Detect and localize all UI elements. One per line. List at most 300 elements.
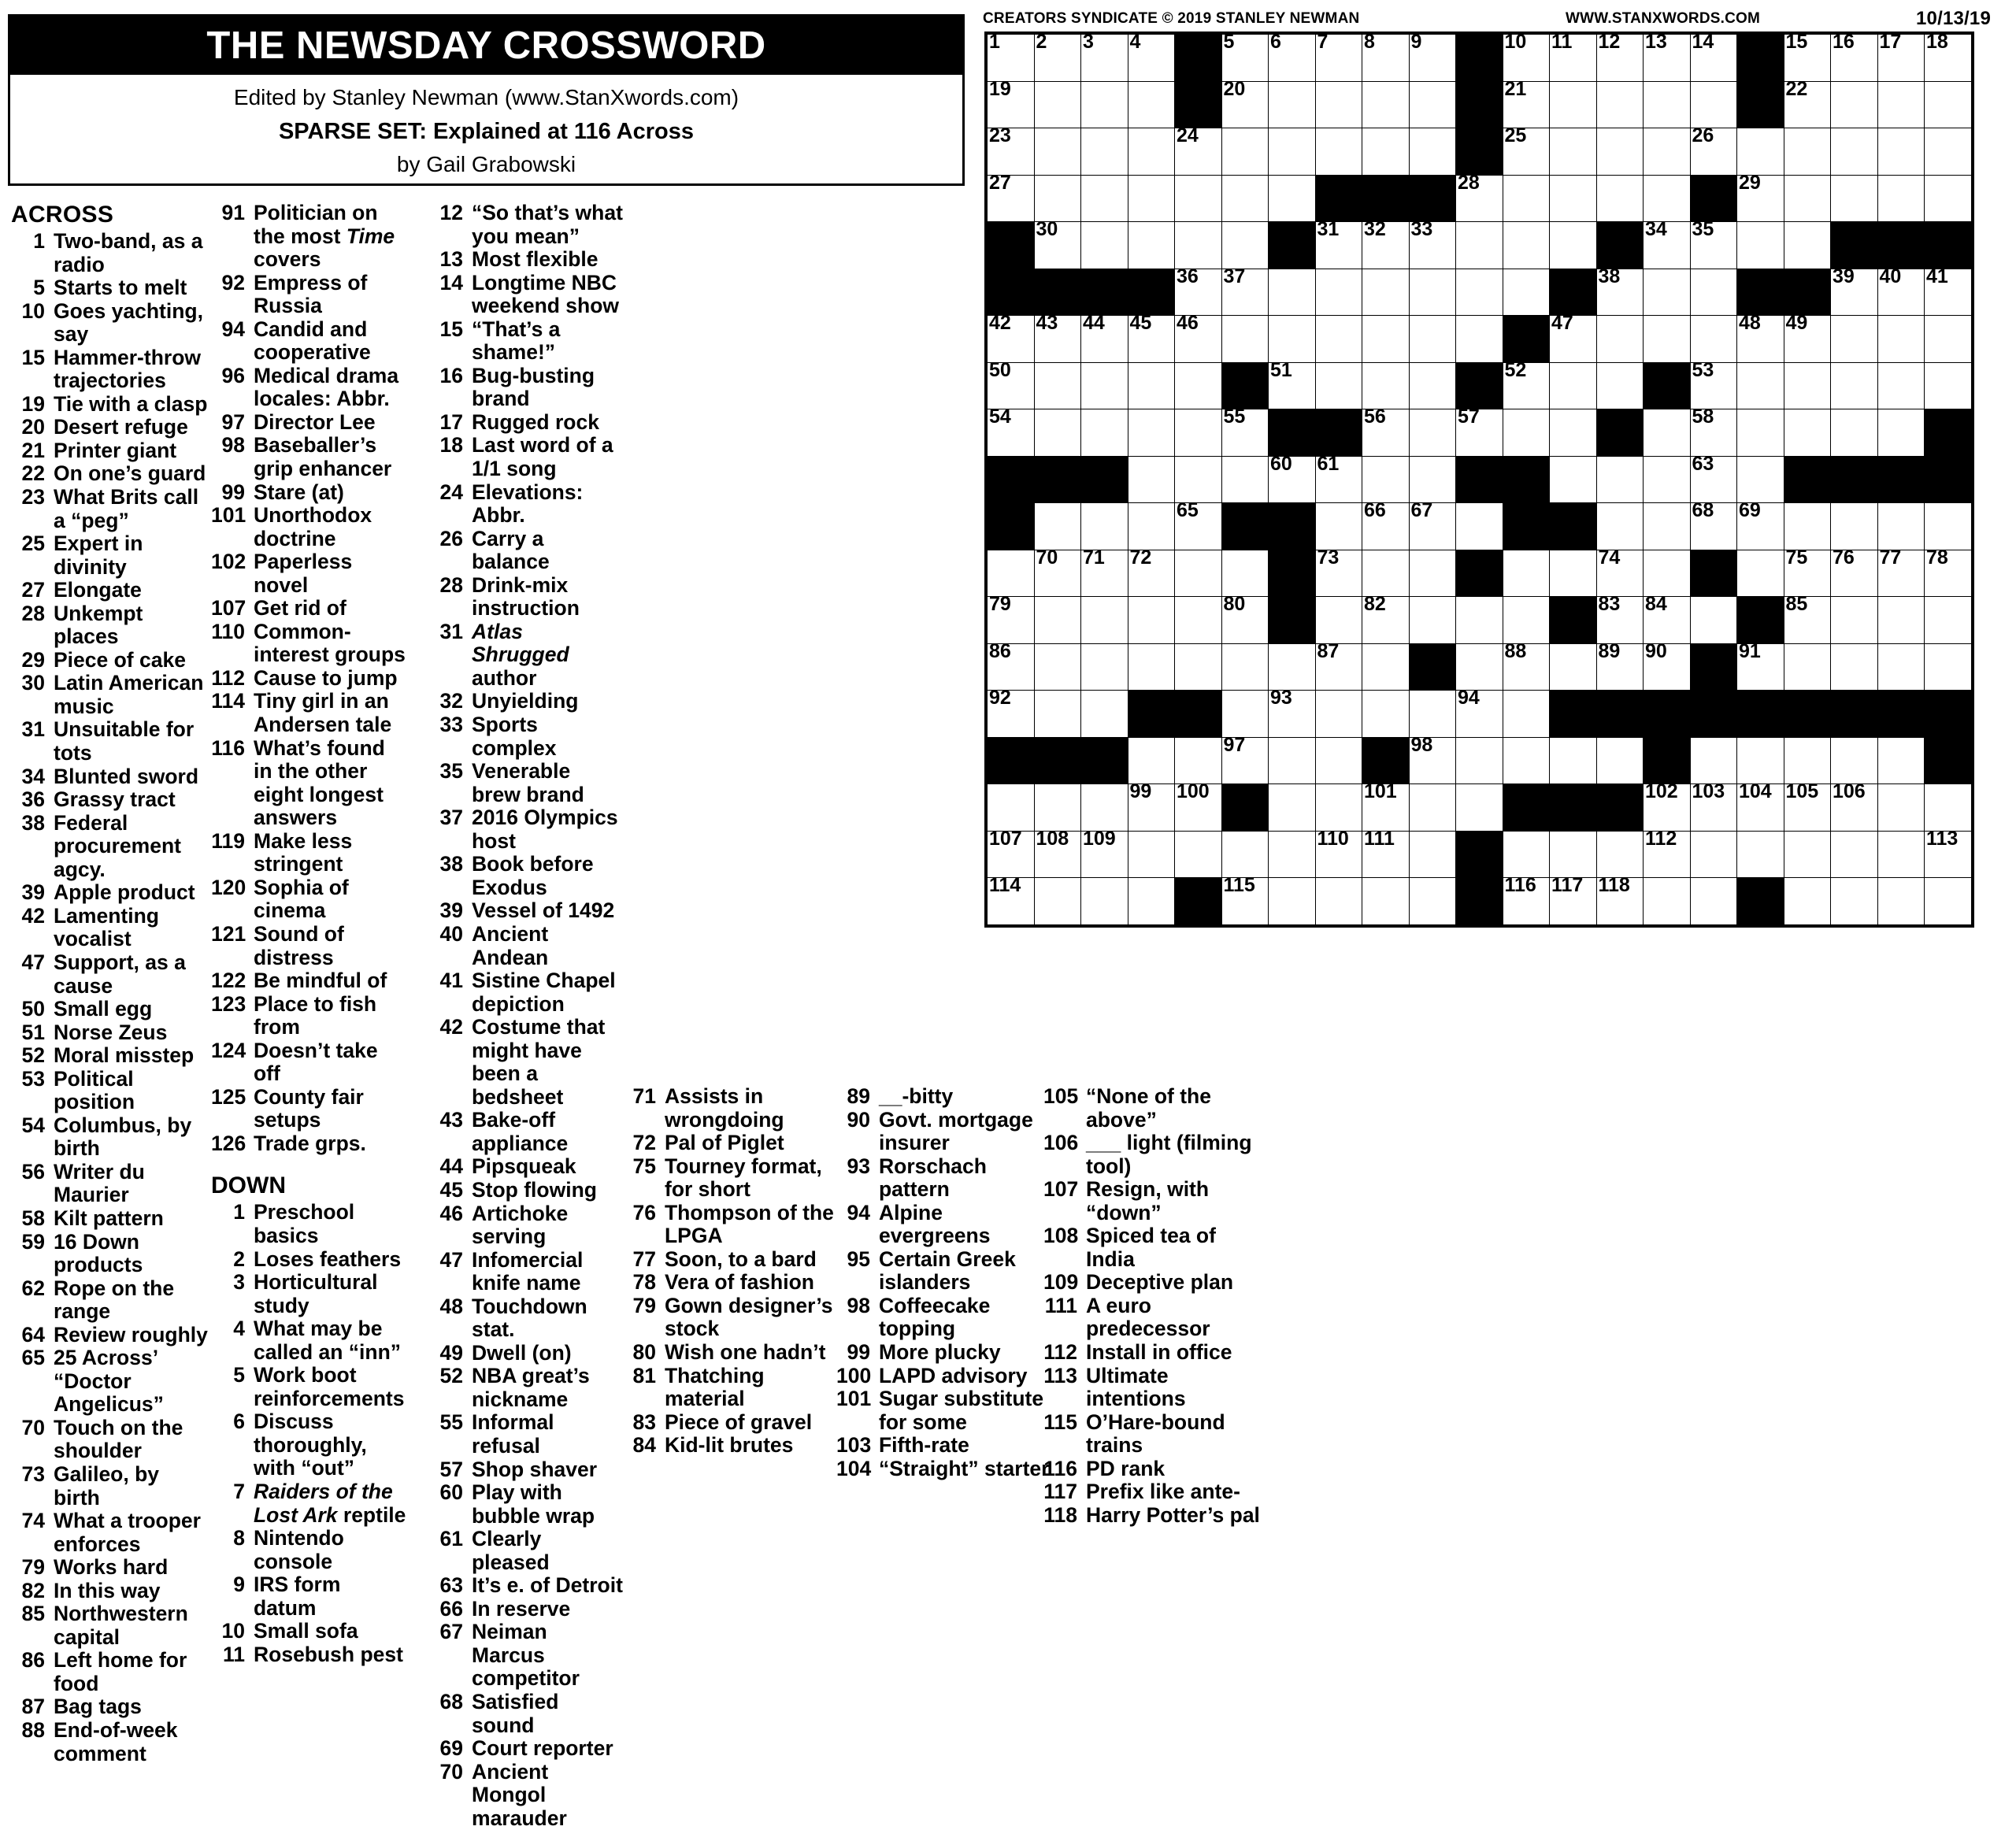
grid-cell[interactable] bbox=[1128, 643, 1175, 691]
grid-cell[interactable] bbox=[1081, 503, 1128, 550]
grid-cell[interactable] bbox=[1503, 124, 1550, 176]
crossword-grid[interactable] bbox=[984, 31, 1974, 928]
grid-cell[interactable] bbox=[1550, 222, 1597, 269]
clue-item[interactable] bbox=[622, 1295, 836, 1341]
grid-cell[interactable] bbox=[1221, 691, 1269, 738]
grid-cell[interactable] bbox=[1362, 218, 1410, 269]
grid-cell[interactable] bbox=[1596, 128, 1644, 176]
grid-cell[interactable] bbox=[1175, 456, 1222, 503]
clue-item[interactable] bbox=[211, 1573, 408, 1620]
grid-cell[interactable] bbox=[1737, 831, 1784, 878]
clue-item[interactable] bbox=[211, 1271, 408, 1317]
grid-cell[interactable] bbox=[1362, 780, 1410, 832]
grid-cell[interactable] bbox=[1877, 128, 1925, 176]
grid-cell[interactable] bbox=[1221, 31, 1269, 82]
clue-item[interactable] bbox=[211, 1620, 408, 1643]
grid-cell[interactable] bbox=[1409, 128, 1456, 176]
grid-cell[interactable] bbox=[1221, 77, 1269, 128]
grid-cell[interactable] bbox=[1831, 265, 1878, 316]
grid-cell[interactable] bbox=[988, 827, 1035, 878]
clue-item[interactable] bbox=[836, 1295, 1051, 1341]
grid-cell[interactable] bbox=[1644, 639, 1691, 691]
grid-cell[interactable] bbox=[1831, 503, 1878, 550]
grid-cell[interactable] bbox=[1175, 780, 1222, 832]
grid-cell[interactable] bbox=[1690, 780, 1737, 832]
grid-cell[interactable] bbox=[1877, 175, 1925, 222]
grid-cell[interactable] bbox=[988, 784, 1035, 832]
grid-cell[interactable] bbox=[1831, 643, 1878, 691]
clue-item[interactable] bbox=[429, 1598, 624, 1621]
grid-cell[interactable] bbox=[1503, 77, 1550, 128]
grid-cell[interactable] bbox=[1503, 639, 1550, 691]
grid-cell[interactable] bbox=[1690, 406, 1737, 457]
grid-cell[interactable] bbox=[1550, 128, 1597, 176]
grid-cell[interactable] bbox=[1315, 691, 1362, 738]
grid-cell[interactable] bbox=[1269, 643, 1316, 691]
grid-cell[interactable] bbox=[1877, 597, 1925, 644]
clue-item[interactable] bbox=[429, 1202, 624, 1249]
grid-cell[interactable] bbox=[1877, 643, 1925, 691]
clue-item[interactable] bbox=[429, 1691, 624, 1737]
clue-item[interactable] bbox=[11, 1324, 208, 1347]
clue-item[interactable] bbox=[211, 504, 408, 550]
grid-cell[interactable] bbox=[1737, 171, 1784, 222]
grid-cell[interactable] bbox=[1221, 733, 1269, 784]
clue-item[interactable] bbox=[622, 1271, 836, 1295]
grid-cell[interactable] bbox=[1175, 222, 1222, 269]
grid-cell[interactable] bbox=[1503, 175, 1550, 222]
grid-cell[interactable] bbox=[1503, 737, 1550, 784]
grid-cell[interactable] bbox=[1128, 780, 1175, 832]
grid-cell[interactable] bbox=[1550, 362, 1597, 409]
clue-item[interactable] bbox=[429, 1621, 624, 1691]
grid-cell[interactable] bbox=[1362, 593, 1410, 644]
grid-cell[interactable] bbox=[1034, 31, 1081, 82]
grid-cell[interactable] bbox=[1503, 31, 1550, 82]
grid-cell[interactable] bbox=[1925, 31, 1972, 82]
clue-item[interactable] bbox=[429, 969, 624, 1016]
grid-cell[interactable] bbox=[1034, 81, 1081, 128]
grid-cell[interactable] bbox=[1784, 503, 1831, 550]
grid-cell[interactable] bbox=[1831, 362, 1878, 409]
grid-cell[interactable] bbox=[1128, 409, 1175, 457]
grid-cell[interactable] bbox=[1128, 362, 1175, 409]
grid-cell[interactable] bbox=[1644, 827, 1691, 878]
clue-item[interactable] bbox=[11, 579, 208, 602]
clue-item[interactable] bbox=[211, 667, 408, 691]
grid-cell[interactable] bbox=[1596, 593, 1644, 644]
clue-item[interactable] bbox=[11, 439, 208, 463]
clue-item[interactable] bbox=[211, 830, 408, 876]
clue-item[interactable] bbox=[11, 1021, 208, 1045]
grid-cell[interactable] bbox=[1175, 597, 1222, 644]
grid-cell[interactable] bbox=[1596, 265, 1644, 316]
grid-cell[interactable] bbox=[1221, 128, 1269, 176]
grid-cell[interactable] bbox=[1784, 643, 1831, 691]
grid-cell[interactable] bbox=[1409, 218, 1456, 269]
clue-item[interactable] bbox=[1043, 1365, 1262, 1411]
clue-item[interactable] bbox=[622, 1202, 836, 1248]
clue-item[interactable] bbox=[429, 620, 624, 691]
grid-cell[interactable] bbox=[1644, 31, 1691, 82]
clue-item[interactable] bbox=[11, 1347, 208, 1417]
grid-cell[interactable] bbox=[1877, 81, 1925, 128]
grid-cell[interactable] bbox=[1175, 643, 1222, 691]
clue-item[interactable] bbox=[211, 737, 408, 830]
grid-cell[interactable] bbox=[1315, 737, 1362, 784]
clue-item[interactable] bbox=[211, 969, 408, 993]
grid-cell[interactable] bbox=[1315, 452, 1362, 503]
grid-cell[interactable] bbox=[1128, 128, 1175, 176]
grid-cell[interactable] bbox=[1690, 831, 1737, 878]
grid-cell[interactable] bbox=[1409, 499, 1456, 550]
grid-cell[interactable] bbox=[1784, 128, 1831, 176]
grid-cell[interactable] bbox=[1596, 81, 1644, 128]
grid-cell[interactable] bbox=[1034, 827, 1081, 878]
clue-item[interactable] bbox=[211, 876, 408, 923]
clue-item[interactable] bbox=[211, 318, 408, 365]
grid-cell[interactable] bbox=[1315, 362, 1362, 409]
clue-item[interactable] bbox=[429, 713, 624, 760]
clue-item[interactable] bbox=[11, 393, 208, 417]
clue-item[interactable] bbox=[11, 1277, 208, 1324]
grid-cell[interactable] bbox=[1644, 409, 1691, 457]
clue-item[interactable] bbox=[836, 1085, 1051, 1109]
grid-cell[interactable] bbox=[1596, 31, 1644, 82]
clue-item[interactable] bbox=[836, 1109, 1051, 1155]
grid-cell[interactable] bbox=[988, 593, 1035, 644]
grid-cell[interactable] bbox=[1690, 878, 1737, 925]
grid-cell[interactable] bbox=[1784, 175, 1831, 222]
clue-item[interactable] bbox=[622, 1248, 836, 1272]
grid-cell[interactable] bbox=[1128, 546, 1175, 597]
clue-item[interactable] bbox=[429, 1109, 624, 1155]
grid-cell[interactable] bbox=[1362, 316, 1410, 363]
grid-cell[interactable] bbox=[1456, 597, 1503, 644]
grid-cell[interactable] bbox=[1034, 503, 1081, 550]
clue-item[interactable] bbox=[211, 365, 408, 411]
grid-cell[interactable] bbox=[1644, 316, 1691, 363]
grid-cell[interactable] bbox=[1550, 31, 1597, 82]
grid-cell[interactable] bbox=[1644, 175, 1691, 222]
grid-cell[interactable] bbox=[1175, 265, 1222, 316]
grid-cell[interactable] bbox=[1315, 269, 1362, 316]
clue-item[interactable] bbox=[836, 1458, 1051, 1481]
clue-item[interactable] bbox=[429, 1761, 624, 1830]
grid-cell[interactable] bbox=[1221, 406, 1269, 457]
grid-cell[interactable] bbox=[1269, 269, 1316, 316]
grid-cell[interactable] bbox=[1690, 81, 1737, 128]
grid-cell[interactable] bbox=[1596, 737, 1644, 784]
grid-cell[interactable] bbox=[1456, 503, 1503, 550]
grid-cell[interactable] bbox=[1690, 597, 1737, 644]
clue-item[interactable] bbox=[429, 1016, 624, 1109]
grid-cell[interactable] bbox=[1081, 546, 1128, 597]
grid-cell[interactable] bbox=[1315, 31, 1362, 82]
grid-cell[interactable] bbox=[1034, 128, 1081, 176]
clue-item[interactable] bbox=[1043, 1341, 1262, 1365]
grid-cell[interactable] bbox=[1925, 316, 1972, 363]
grid-cell[interactable] bbox=[1784, 222, 1831, 269]
clue-item[interactable] bbox=[211, 1410, 408, 1480]
grid-cell[interactable] bbox=[1831, 409, 1878, 457]
clue-item[interactable] bbox=[429, 760, 624, 806]
clue-item[interactable] bbox=[11, 998, 208, 1021]
clue-item[interactable] bbox=[429, 1342, 624, 1365]
clue-item[interactable] bbox=[211, 1527, 408, 1573]
clue-item[interactable] bbox=[11, 1580, 208, 1603]
grid-cell[interactable] bbox=[1925, 81, 1972, 128]
grid-cell[interactable] bbox=[1081, 362, 1128, 409]
grid-cell[interactable] bbox=[1784, 878, 1831, 925]
grid-cell[interactable] bbox=[988, 874, 1035, 925]
grid-cell[interactable] bbox=[1503, 597, 1550, 644]
grid-cell[interactable] bbox=[1644, 550, 1691, 597]
clue-item[interactable] bbox=[429, 248, 624, 272]
grid-cell[interactable] bbox=[1550, 81, 1597, 128]
grid-cell[interactable] bbox=[1784, 737, 1831, 784]
grid-cell[interactable] bbox=[1034, 643, 1081, 691]
grid-cell[interactable] bbox=[1221, 265, 1269, 316]
clue-item[interactable] bbox=[11, 532, 208, 579]
grid-cell[interactable] bbox=[1409, 362, 1456, 409]
grid-cell[interactable] bbox=[1362, 362, 1410, 409]
grid-cell[interactable] bbox=[1081, 312, 1128, 363]
grid-cell[interactable] bbox=[1737, 456, 1784, 503]
grid-cell[interactable] bbox=[1737, 639, 1784, 691]
grid-cell[interactable] bbox=[1409, 733, 1456, 784]
clue-item[interactable] bbox=[429, 574, 624, 620]
grid-cell[interactable] bbox=[1644, 780, 1691, 832]
clue-item[interactable] bbox=[211, 690, 408, 736]
grid-cell[interactable] bbox=[1081, 409, 1128, 457]
grid-cell[interactable] bbox=[1128, 737, 1175, 784]
clue-item[interactable] bbox=[1043, 1271, 1262, 1295]
clue-item[interactable] bbox=[211, 1039, 408, 1086]
grid-cell[interactable] bbox=[1128, 456, 1175, 503]
clue-item[interactable] bbox=[836, 1365, 1051, 1388]
grid-cell[interactable] bbox=[1831, 175, 1878, 222]
grid-cell[interactable] bbox=[1221, 222, 1269, 269]
clue-item[interactable] bbox=[11, 1649, 208, 1695]
grid-cell[interactable] bbox=[1409, 878, 1456, 925]
clue-item[interactable] bbox=[429, 853, 624, 899]
grid-cell[interactable] bbox=[1315, 316, 1362, 363]
grid-cell[interactable] bbox=[1034, 878, 1081, 925]
clue-item[interactable] bbox=[429, 272, 624, 318]
clue-item[interactable] bbox=[429, 411, 624, 435]
grid-cell[interactable] bbox=[1456, 687, 1503, 738]
grid-cell[interactable] bbox=[1034, 175, 1081, 222]
grid-cell[interactable] bbox=[1596, 503, 1644, 550]
grid-cell[interactable] bbox=[1269, 81, 1316, 128]
grid-cell[interactable] bbox=[1362, 31, 1410, 82]
grid-cell[interactable] bbox=[1925, 128, 1972, 176]
grid-cell[interactable] bbox=[1644, 81, 1691, 128]
clue-item[interactable] bbox=[429, 899, 624, 923]
grid-cell[interactable] bbox=[1269, 831, 1316, 878]
grid-cell[interactable] bbox=[1315, 128, 1362, 176]
grid-cell[interactable] bbox=[1081, 175, 1128, 222]
clue-item[interactable] bbox=[429, 1458, 624, 1482]
grid-cell[interactable] bbox=[1644, 218, 1691, 269]
grid-cell[interactable] bbox=[1503, 831, 1550, 878]
crossword-grid-table[interactable] bbox=[987, 31, 1972, 925]
clue-item[interactable] bbox=[11, 1207, 208, 1231]
grid-cell[interactable] bbox=[1831, 316, 1878, 363]
clue-item[interactable] bbox=[211, 1480, 408, 1527]
grid-cell[interactable] bbox=[1877, 831, 1925, 878]
grid-cell[interactable] bbox=[1503, 550, 1550, 597]
grid-cell[interactable] bbox=[1081, 784, 1128, 832]
clue-item[interactable] bbox=[1043, 1085, 1262, 1132]
grid-cell[interactable] bbox=[1503, 691, 1550, 738]
grid-cell[interactable] bbox=[1409, 691, 1456, 738]
grid-cell[interactable] bbox=[1269, 737, 1316, 784]
grid-cell[interactable] bbox=[1081, 128, 1128, 176]
clue-item[interactable] bbox=[11, 486, 208, 532]
clue-item[interactable] bbox=[836, 1387, 1051, 1434]
grid-cell[interactable] bbox=[1831, 31, 1878, 82]
grid-cell[interactable] bbox=[1221, 456, 1269, 503]
grid-cell[interactable] bbox=[1128, 503, 1175, 550]
grid-cell[interactable] bbox=[1362, 499, 1410, 550]
grid-cell[interactable] bbox=[1034, 409, 1081, 457]
grid-cell[interactable] bbox=[1503, 409, 1550, 457]
grid-cell[interactable] bbox=[1456, 316, 1503, 363]
grid-cell[interactable] bbox=[1644, 878, 1691, 925]
grid-cell[interactable] bbox=[1409, 269, 1456, 316]
grid-cell[interactable] bbox=[1784, 409, 1831, 457]
clue-item[interactable] bbox=[11, 1114, 208, 1161]
grid-cell[interactable] bbox=[1925, 878, 1972, 925]
grid-cell[interactable] bbox=[1596, 362, 1644, 409]
grid-cell[interactable] bbox=[1221, 550, 1269, 597]
clue-item[interactable] bbox=[1043, 1411, 1262, 1458]
grid-cell[interactable] bbox=[1737, 362, 1784, 409]
grid-cell[interactable] bbox=[1784, 831, 1831, 878]
grid-cell[interactable] bbox=[1925, 265, 1972, 316]
grid-cell[interactable] bbox=[1456, 269, 1503, 316]
grid-cell[interactable] bbox=[1081, 222, 1128, 269]
grid-cell[interactable] bbox=[1362, 128, 1410, 176]
clue-item[interactable] bbox=[211, 202, 408, 272]
grid-cell[interactable] bbox=[1128, 878, 1175, 925]
grid-cell[interactable] bbox=[1925, 643, 1972, 691]
clue-item[interactable] bbox=[622, 1434, 836, 1458]
grid-cell[interactable] bbox=[1315, 503, 1362, 550]
clue-item[interactable] bbox=[211, 1364, 408, 1410]
grid-cell[interactable] bbox=[1737, 499, 1784, 550]
grid-cell[interactable] bbox=[1128, 222, 1175, 269]
grid-cell[interactable] bbox=[1550, 643, 1597, 691]
grid-cell[interactable] bbox=[1081, 827, 1128, 878]
clue-item[interactable] bbox=[11, 346, 208, 393]
grid-cell[interactable] bbox=[1034, 312, 1081, 363]
clue-item[interactable] bbox=[11, 718, 208, 765]
grid-cell[interactable] bbox=[1925, 827, 1972, 878]
grid-cell[interactable] bbox=[1269, 452, 1316, 503]
grid-cell[interactable] bbox=[1690, 218, 1737, 269]
grid-cell[interactable] bbox=[988, 171, 1035, 222]
grid-cell[interactable] bbox=[988, 312, 1035, 363]
clue-item[interactable] bbox=[11, 905, 208, 951]
grid-cell[interactable] bbox=[1737, 737, 1784, 784]
grid-cell[interactable] bbox=[1269, 175, 1316, 222]
grid-cell[interactable] bbox=[1456, 737, 1503, 784]
grid-cell[interactable] bbox=[1034, 362, 1081, 409]
grid-cell[interactable] bbox=[1456, 222, 1503, 269]
grid-cell[interactable] bbox=[1362, 691, 1410, 738]
clue-item[interactable] bbox=[429, 1481, 624, 1528]
grid-cell[interactable] bbox=[988, 358, 1035, 409]
clue-item[interactable] bbox=[211, 1317, 408, 1364]
grid-cell[interactable] bbox=[1690, 31, 1737, 82]
grid-cell[interactable] bbox=[1877, 362, 1925, 409]
clue-item[interactable] bbox=[11, 1044, 208, 1068]
grid-cell[interactable] bbox=[1456, 784, 1503, 832]
clue-item[interactable] bbox=[11, 881, 208, 905]
clue-item[interactable] bbox=[11, 1510, 208, 1556]
grid-cell[interactable] bbox=[988, 77, 1035, 128]
grid-cell[interactable] bbox=[1925, 784, 1972, 832]
grid-cell[interactable] bbox=[1409, 550, 1456, 597]
clue-item[interactable] bbox=[429, 1249, 624, 1295]
grid-cell[interactable] bbox=[1175, 409, 1222, 457]
grid-cell[interactable] bbox=[1362, 878, 1410, 925]
grid-cell[interactable] bbox=[1128, 175, 1175, 222]
clue-item[interactable] bbox=[211, 620, 408, 667]
grid-cell[interactable] bbox=[1081, 643, 1128, 691]
grid-cell[interactable] bbox=[1784, 362, 1831, 409]
clue-item[interactable] bbox=[11, 765, 208, 789]
clue-item[interactable] bbox=[11, 649, 208, 672]
clue-item[interactable] bbox=[11, 416, 208, 439]
clue-item[interactable] bbox=[211, 272, 408, 318]
grid-cell[interactable] bbox=[1831, 128, 1878, 176]
grid-cell[interactable] bbox=[1690, 316, 1737, 363]
clue-item[interactable] bbox=[429, 1365, 624, 1411]
clue-item[interactable] bbox=[11, 602, 208, 649]
grid-cell[interactable] bbox=[1925, 546, 1972, 597]
grid-cell[interactable] bbox=[1925, 503, 1972, 550]
grid-cell[interactable] bbox=[1596, 175, 1644, 222]
grid-cell[interactable] bbox=[1596, 831, 1644, 878]
grid-cell[interactable] bbox=[1128, 31, 1175, 82]
grid-cell[interactable] bbox=[1128, 81, 1175, 128]
clue-item[interactable] bbox=[211, 993, 408, 1039]
grid-cell[interactable] bbox=[1784, 546, 1831, 597]
clue-item[interactable] bbox=[429, 318, 624, 365]
grid-cell[interactable] bbox=[1596, 546, 1644, 597]
grid-cell[interactable] bbox=[1877, 546, 1925, 597]
grid-cell[interactable] bbox=[1315, 597, 1362, 644]
grid-cell[interactable] bbox=[1362, 550, 1410, 597]
grid-cell[interactable] bbox=[1175, 124, 1222, 176]
grid-cell[interactable] bbox=[1175, 312, 1222, 363]
grid-cell[interactable] bbox=[1784, 31, 1831, 82]
clue-item[interactable] bbox=[1043, 1295, 1262, 1341]
grid-cell[interactable] bbox=[1409, 784, 1456, 832]
clue-item[interactable] bbox=[836, 1155, 1051, 1202]
grid-cell[interactable] bbox=[1221, 316, 1269, 363]
grid-cell[interactable] bbox=[1690, 358, 1737, 409]
grid-cell[interactable] bbox=[1831, 81, 1878, 128]
clue-item[interactable] bbox=[429, 365, 624, 411]
grid-cell[interactable] bbox=[988, 687, 1035, 738]
clue-item[interactable] bbox=[1043, 1480, 1262, 1504]
grid-cell[interactable] bbox=[1831, 737, 1878, 784]
